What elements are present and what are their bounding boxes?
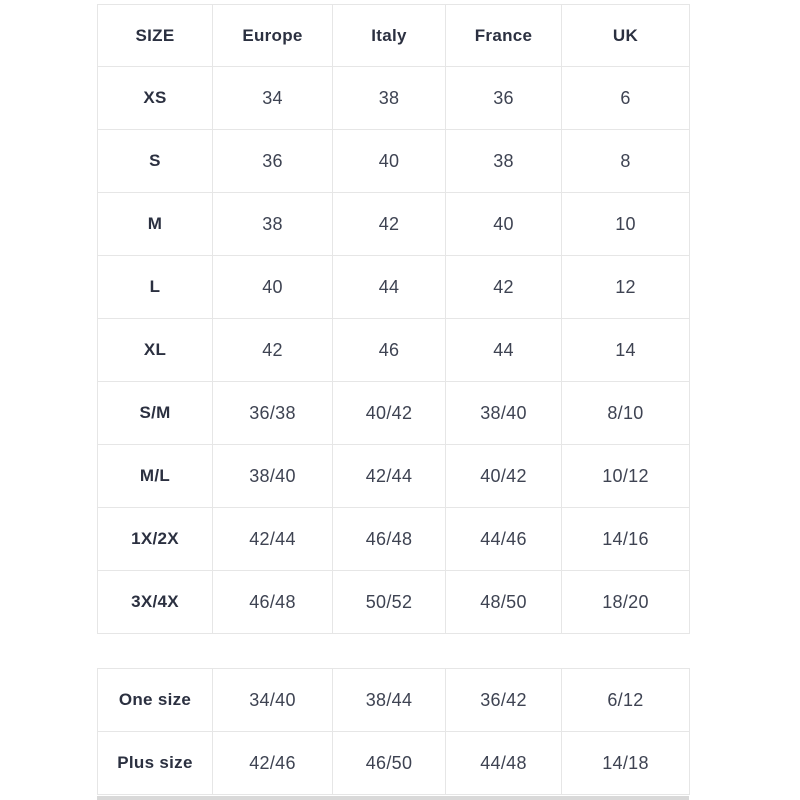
value-cell: 14 bbox=[562, 319, 690, 382]
size-label-cell: 1X/2X bbox=[98, 508, 213, 571]
value-cell: 38 bbox=[213, 193, 333, 256]
value-cell: 44 bbox=[446, 319, 562, 382]
table-row bbox=[98, 669, 690, 732]
value-cell: 40 bbox=[213, 256, 333, 319]
value-cell: 6/12 bbox=[562, 669, 690, 732]
value-cell: 38/40 bbox=[446, 382, 562, 445]
value-cell: 50/52 bbox=[333, 571, 446, 634]
value-cell: 14/18 bbox=[562, 732, 690, 795]
value-cell: 40 bbox=[333, 130, 446, 193]
value-cell: 6 bbox=[562, 67, 690, 130]
value-cell: 12 bbox=[562, 256, 690, 319]
column-header: Italy bbox=[333, 5, 446, 67]
table-row bbox=[98, 67, 690, 130]
value-cell: 36/38 bbox=[213, 382, 333, 445]
value-cell: 46/50 bbox=[333, 732, 446, 795]
value-cell: 42/46 bbox=[213, 732, 333, 795]
value-cell: 40/42 bbox=[333, 382, 446, 445]
table-row bbox=[98, 382, 690, 445]
size-label-cell: XS bbox=[98, 67, 213, 130]
value-cell: 44/46 bbox=[446, 508, 562, 571]
value-cell: 34/40 bbox=[213, 669, 333, 732]
size-conversion-table bbox=[97, 4, 690, 634]
table-row bbox=[98, 508, 690, 571]
value-cell: 44/48 bbox=[446, 732, 562, 795]
table-row bbox=[98, 256, 690, 319]
table-row bbox=[98, 571, 690, 634]
value-cell: 42 bbox=[446, 256, 562, 319]
table-row bbox=[98, 193, 690, 256]
value-cell: 40 bbox=[446, 193, 562, 256]
column-header: Europe bbox=[213, 5, 333, 67]
size-label-cell: One size bbox=[98, 669, 213, 732]
value-cell: 42/44 bbox=[333, 445, 446, 508]
value-cell: 34 bbox=[213, 67, 333, 130]
size-label-cell: 3X/4X bbox=[98, 571, 213, 634]
value-cell: 36/42 bbox=[446, 669, 562, 732]
value-cell: 8/10 bbox=[562, 382, 690, 445]
value-cell: 42 bbox=[213, 319, 333, 382]
value-cell: 18/20 bbox=[562, 571, 690, 634]
size-label-cell: M bbox=[98, 193, 213, 256]
size-label-cell: L bbox=[98, 256, 213, 319]
value-cell: 38/44 bbox=[333, 669, 446, 732]
value-cell: 38/40 bbox=[213, 445, 333, 508]
value-cell: 40/42 bbox=[446, 445, 562, 508]
value-cell: 46/48 bbox=[213, 571, 333, 634]
value-cell: 10 bbox=[562, 193, 690, 256]
column-header: UK bbox=[562, 5, 690, 67]
value-cell: 38 bbox=[446, 130, 562, 193]
size-label-cell: S/M bbox=[98, 382, 213, 445]
table-row bbox=[98, 319, 690, 382]
value-cell: 46/48 bbox=[333, 508, 446, 571]
value-cell: 10/12 bbox=[562, 445, 690, 508]
table-row bbox=[98, 445, 690, 508]
value-cell: 36 bbox=[213, 130, 333, 193]
size-label-cell: S bbox=[98, 130, 213, 193]
size-label-cell: Plus size bbox=[98, 732, 213, 795]
value-cell: 48/50 bbox=[446, 571, 562, 634]
value-cell: 42 bbox=[333, 193, 446, 256]
size-label-cell: M/L bbox=[98, 445, 213, 508]
value-cell: 14/16 bbox=[562, 508, 690, 571]
value-cell: 46 bbox=[333, 319, 446, 382]
value-cell: 36 bbox=[446, 67, 562, 130]
table-row bbox=[98, 130, 690, 193]
value-cell: 8 bbox=[562, 130, 690, 193]
table-row bbox=[98, 732, 690, 795]
one-size-plus-size-table bbox=[97, 668, 690, 795]
value-cell: 38 bbox=[333, 67, 446, 130]
bottom-divider-bar bbox=[97, 796, 689, 800]
value-cell: 44 bbox=[333, 256, 446, 319]
size-label-cell: XL bbox=[98, 319, 213, 382]
column-header: SIZE bbox=[98, 5, 213, 67]
value-cell: 42/44 bbox=[213, 508, 333, 571]
column-header: France bbox=[446, 5, 562, 67]
header-row bbox=[98, 5, 690, 67]
